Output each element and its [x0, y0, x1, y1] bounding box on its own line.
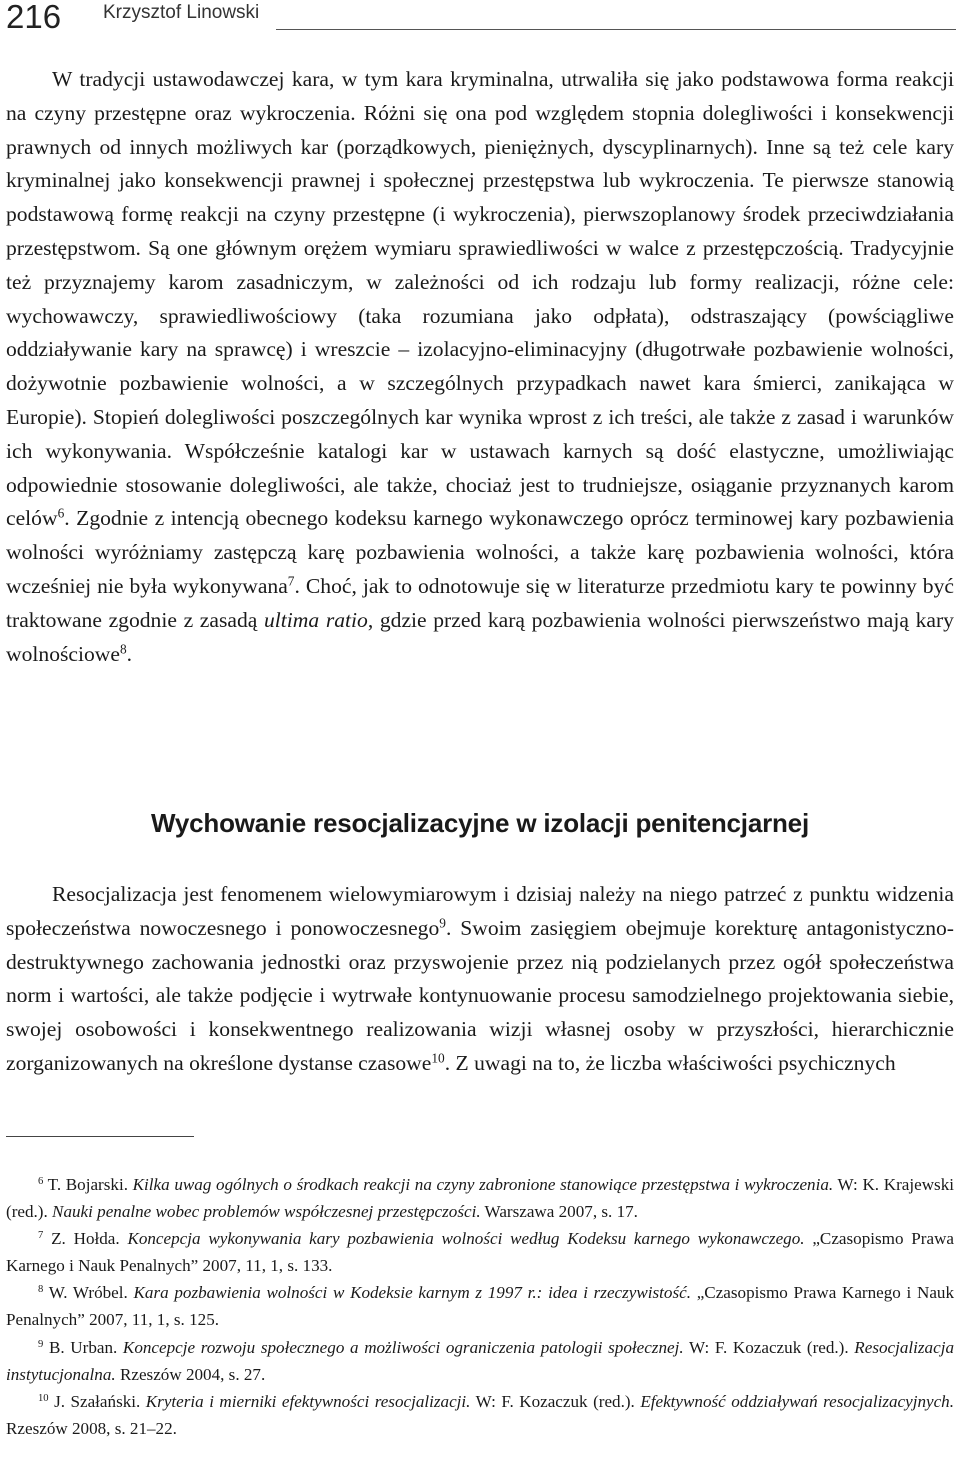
footnote-ref: 9	[439, 915, 446, 931]
footnote-text: W: F. Kozaczuk (red.).	[470, 1391, 641, 1411]
footnote-title: Kilka uwag ogólnych o środkach reakcji na czyny zabronione stanowiące przestępstwa i wykroczenia.	[132, 1175, 834, 1194]
italic-term: ultima ratio	[263, 607, 368, 632]
paragraph-text: Resocjalizacja jest fenomenem wielowymiarowym i dzisiaj należy na niego patrzeć z punktu widzenia społeczeństwa nowoczesnego i ponowoczesnego	[6, 882, 954, 940]
footnote-ref: 6	[57, 506, 65, 521]
footnote-ref: 10	[431, 1050, 445, 1066]
footnote-text: W: F. Kozaczuk (red.).	[683, 1337, 855, 1357]
footnote	[6, 1171, 954, 1225]
footnote-title: Koncepcja wykonywania kary pozbawienia wolności według Kodeksu karnego wykonawczego.	[127, 1229, 805, 1249]
paragraph-text: . Z uwagi na to, że liczba właściwości psychicznych	[444, 1050, 896, 1075]
running-header	[0, 0, 960, 40]
footnote-ref: 8	[119, 641, 127, 657]
paragraph-text: . Choć, jak to odnotowuje się w literaturze przedmiotu kary te powinny być traktowane zgodnie z zasadą	[6, 573, 954, 632]
footnote-title: Resocjalizacja instytucjonalna.	[6, 1337, 954, 1384]
footnote-text: B. Urban.	[48, 1337, 123, 1357]
footnote-title: Nauki penalne wobec problemów współczesnej przestępczości.	[52, 1202, 481, 1222]
footnote-text: „Czasopismo Prawa Karnego i Nauk Penalnych” 2007, 11, 1, s. 125.	[6, 1283, 955, 1330]
body-paragraph	[6, 63, 954, 671]
paragraph-text: . Swoim zasięgiem obejmuje korekturę antagonistyczno-destruktywnego zachowania jednostki oraz przyswojenie przez nią podzielanych przez ogół społeczeństwa norm i wartości, ale także podjęcie i wytrwałe kontynuowanie procesu samodzielnego projektowania siebie, swojej osobowości i konsekwentnego realizowania wizji własnej osoby w przyszłości, hierarchicznie zorganizowanych na określone dystanse czasowe	[6, 915, 955, 1075]
footnote	[6, 1334, 954, 1388]
footnote	[6, 1225, 954, 1279]
body-paragraph	[6, 878, 954, 1081]
footnote-text: W: K. Krajewski (red.).	[6, 1175, 954, 1222]
footnote	[6, 1279, 954, 1333]
footnotes	[6, 1171, 954, 1442]
page-number: 216	[6, 0, 62, 35]
footnote-text: T. Bojarski.	[47, 1175, 133, 1194]
footnote-number: 8	[38, 1284, 44, 1296]
footnote-separator	[6, 1136, 194, 1137]
footnote-title: Kryteria i mierniki efektywności resocjalizacji.	[145, 1391, 471, 1411]
paragraph-text: W tradycji ustawodawczej kara, w tym kara kryminalna, utrwaliła się jako podstawowa forma reakcji na czyny przestępne oraz wykroczenia. Różni się ona pod względem stopnia dolegliwości i konsekwencji prawnych od innych możliwych kar (porządkowych, pieniężnych, dyscyplinarnych). Inne są też cele kary kryminalnej jako konsekwencji prawnej i społecznej przestępstwa lub wykroczenia. Te pierwsze stanowią podstawową formę reakcji na czyny przestępne (i wykroczenia), pierwszoplanowy środek przeciwdziałania przestępstwom. Są one głównym orężem wymiaru sprawiedliwości w walce z przestępczością. Tradycyjnie też przyznajemy karom zasadniczym, w zależności od ich rodzaju lub formy realizacji, różne cele: wychowawczy, sprawiedliwościowy (taka rozumiana jako odpłata), odstraszający (powściągliwe oddziaływanie kary na sprawcę) i wreszcie – izolacyjno-eliminacyjny (długotrwałe pozbawienie wolności, dożywotnie pozbawienie wolności, a w szczególnych przypadkach nawet kara śmierci, zanikająca w Europie). Stopień dolegliwości poszczególnych kar wynika wprost z ich treści, ale także z zasad i warunków ich wykonywania. Współcześnie katalogi kar w ustawach karnych są dość elastyczne, umożliwiając odpowiednie stosowanie dolegliwości, ale także, chociaż jest to trudniejsze, osiąganie przyznanych karom celów	[6, 67, 954, 531]
footnote-text: Z. Hołda.	[51, 1229, 128, 1249]
paragraph-text: . Zgodnie z intencją obecnego kodeksu karnego wykonawczego oprócz terminowej kary pozbawienia wolności wyróżniamy zastępczą karę pozbawienia wolności, a także karę pozbawienia wolności, która wcześniej nie była wykonywana	[6, 506, 954, 598]
footnote-text: Rzeszów 2004, s. 27.	[115, 1364, 266, 1384]
footnote-text: Rzeszów 2008, s. 21–22.	[6, 1418, 177, 1438]
footnote	[6, 1388, 954, 1442]
header-rule	[276, 29, 956, 30]
footnote-number: 6	[38, 1176, 44, 1188]
paragraph-text: .	[126, 641, 133, 666]
footnote-number: 10	[38, 1392, 49, 1404]
footnote-title: Kara pozbawienia wolności w Kodeksie karnym z 1997 r.: idea i rzeczywistość.	[133, 1283, 691, 1303]
footnote-text: J. Szałański.	[54, 1391, 146, 1411]
footnote-text: Warszawa 2007, s. 17.	[480, 1202, 638, 1222]
section-heading: Wychowanie resocjalizacyjne w izolacji penitencjarnej	[151, 808, 809, 838]
footnote-text: W. Wróbel.	[48, 1283, 134, 1303]
paragraph-text: , gdzie przed karą pozbawienia wolności pierwszeństwo mają kary wolnościowe	[6, 607, 954, 666]
running-head-author: Krzysztof Linowski	[103, 2, 260, 23]
footnote-number: 7	[38, 1230, 44, 1242]
footnote-text: „Czasopismo Prawa Karnego i Nauk Penalnych” 2007, 11, 1, s. 133.	[6, 1229, 954, 1276]
footnote-title: Efektywność oddziaływań resocjalizacyjnych.	[640, 1391, 954, 1411]
footnote-number: 9	[38, 1338, 44, 1350]
footnote-ref: 7	[287, 573, 295, 589]
footnote-title: Koncepcje rozwoju społecznego a możliwości ograniczenia patologii społecznej.	[122, 1337, 684, 1357]
